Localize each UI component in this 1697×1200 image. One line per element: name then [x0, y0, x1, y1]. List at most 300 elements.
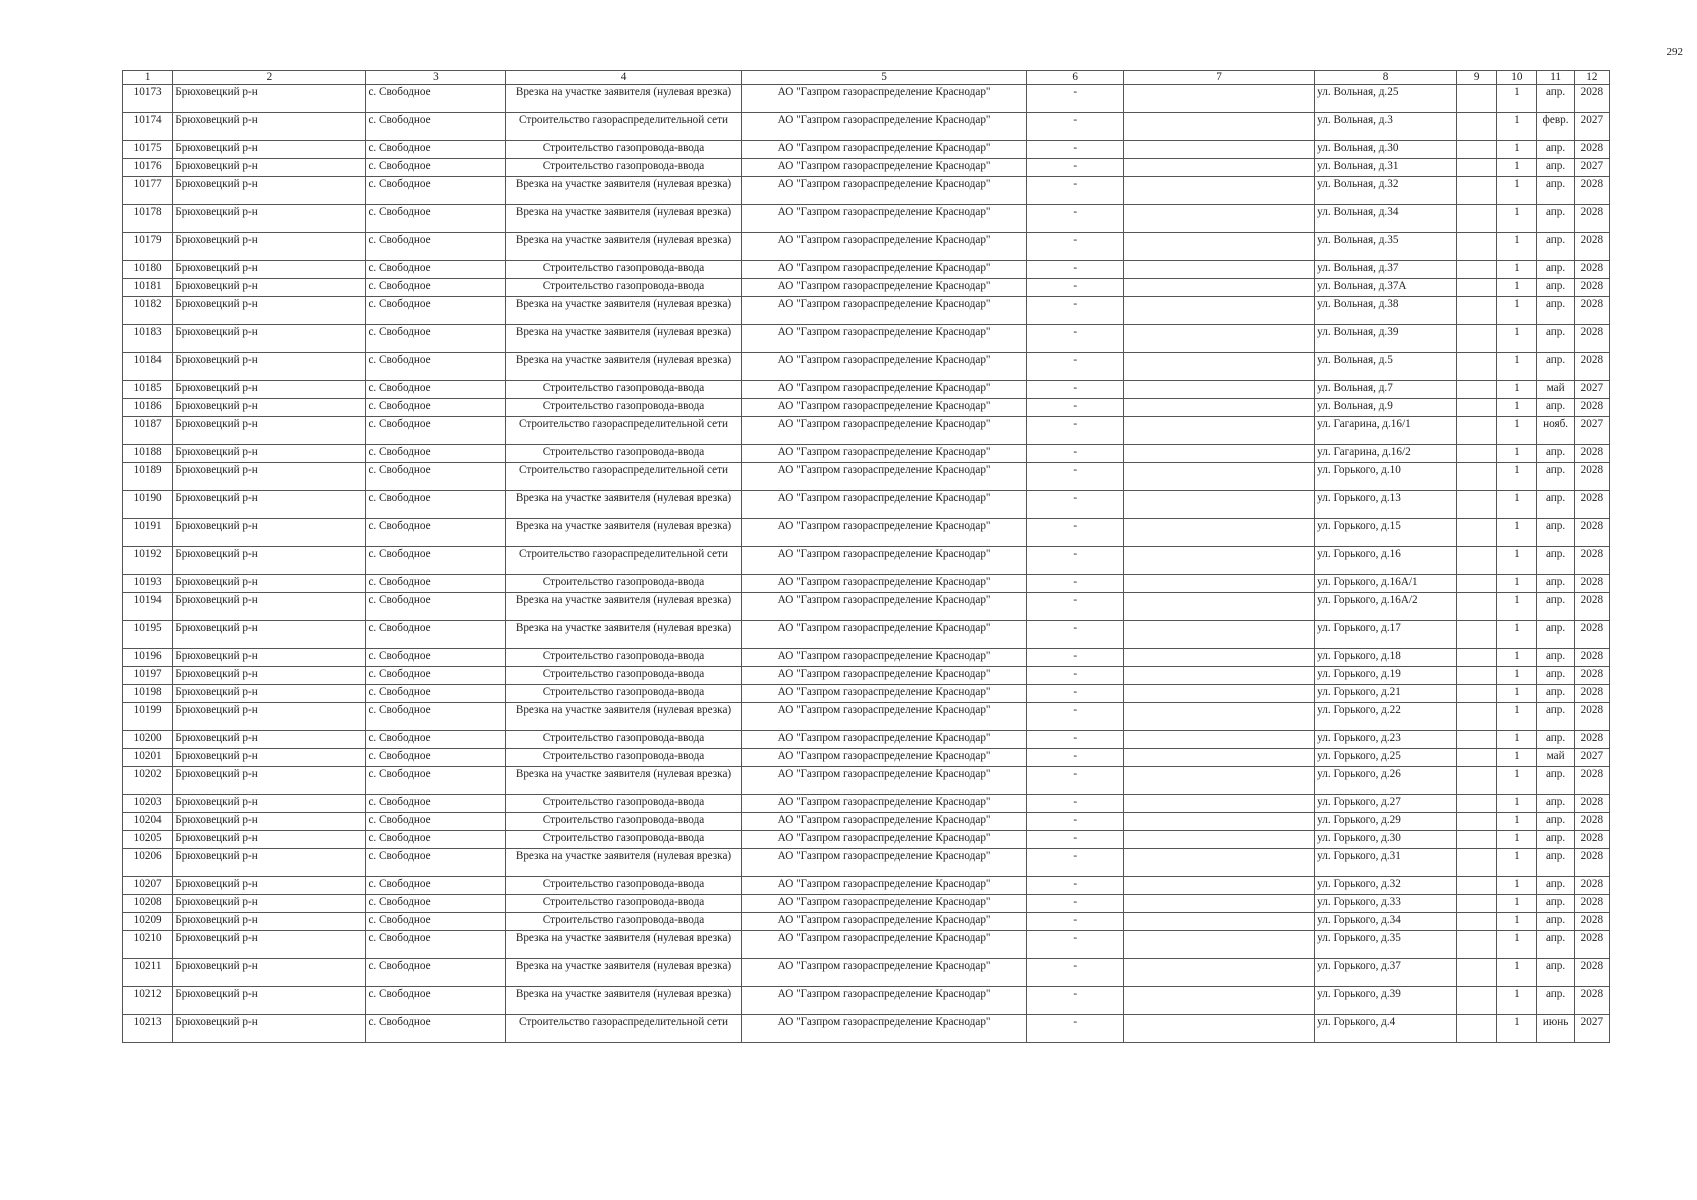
quantity-cell: 1 [1497, 877, 1537, 895]
quantity-cell: 1 [1497, 353, 1537, 381]
quantity-cell: 1 [1497, 593, 1537, 621]
settlement-cell: с. Свободное [366, 849, 506, 877]
col7-cell [1124, 767, 1315, 795]
settlement-cell: с. Свободное [366, 547, 506, 575]
work-type-cell: Врезка на участке заявителя (нулевая врезка) [506, 987, 741, 1015]
district-cell: Брюховецкий р-н [173, 685, 366, 703]
district-cell: Брюховецкий р-н [173, 667, 366, 685]
settlement-cell: с. Свободное [366, 593, 506, 621]
row-number-cell: 10197 [123, 667, 173, 685]
col6-cell: - [1027, 621, 1124, 649]
col9-cell [1457, 445, 1497, 463]
col7-cell [1124, 233, 1315, 261]
address-cell: ул. Горького, д.26 [1315, 767, 1457, 795]
quantity-cell: 1 [1497, 233, 1537, 261]
settlement-cell: с. Свободное [366, 703, 506, 731]
col6-cell: - [1027, 381, 1124, 399]
col-header-1: 1 [123, 71, 173, 85]
col6-cell: - [1027, 575, 1124, 593]
work-type-cell: Врезка на участке заявителя (нулевая врезка) [506, 325, 741, 353]
month-cell: апр. [1537, 831, 1574, 849]
col6-cell: - [1027, 113, 1124, 141]
month-cell: апр. [1537, 987, 1574, 1015]
year-cell: 2028 [1574, 547, 1609, 575]
address-cell: ул. Горького, д.31 [1315, 849, 1457, 877]
col9-cell [1457, 417, 1497, 445]
table-row [123, 649, 1610, 667]
col9-cell [1457, 547, 1497, 575]
col6-cell: - [1027, 491, 1124, 519]
col9-cell [1457, 667, 1497, 685]
col7-cell [1124, 519, 1315, 547]
row-number-cell: 10187 [123, 417, 173, 445]
year-cell: 2028 [1574, 463, 1609, 491]
district-cell: Брюховецкий р-н [173, 593, 366, 621]
district-cell: Брюховецкий р-н [173, 849, 366, 877]
row-number-cell: 10178 [123, 205, 173, 233]
organization-cell: АО "Газпром газораспределение Краснодар" [741, 279, 1027, 297]
organization-cell: АО "Газпром газораспределение Краснодар" [741, 417, 1027, 445]
col6-cell: - [1027, 353, 1124, 381]
quantity-cell: 1 [1497, 813, 1537, 831]
address-cell: ул. Вольная, д.7 [1315, 381, 1457, 399]
row-number-cell: 10177 [123, 177, 173, 205]
table-row [123, 463, 1610, 491]
quantity-cell: 1 [1497, 325, 1537, 353]
quantity-cell: 1 [1497, 417, 1537, 445]
col7-cell [1124, 987, 1315, 1015]
month-cell: апр. [1537, 205, 1574, 233]
col7-cell [1124, 159, 1315, 177]
month-cell: апр. [1537, 261, 1574, 279]
work-type-cell: Строительство газопровода-ввода [506, 445, 741, 463]
work-type-cell: Строительство газопровода-ввода [506, 279, 741, 297]
address-cell: ул. Горького, д.17 [1315, 621, 1457, 649]
month-cell: апр. [1537, 279, 1574, 297]
district-cell: Брюховецкий р-н [173, 113, 366, 141]
month-cell: апр. [1537, 913, 1574, 931]
district-cell: Брюховецкий р-н [173, 381, 366, 399]
col6-cell: - [1027, 463, 1124, 491]
organization-cell: АО "Газпром газораспределение Краснодар" [741, 959, 1027, 987]
row-number-cell: 10198 [123, 685, 173, 703]
organization-cell: АО "Газпром газораспределение Краснодар" [741, 621, 1027, 649]
col7-cell [1124, 685, 1315, 703]
organization-cell: АО "Газпром газораспределение Краснодар" [741, 491, 1027, 519]
organization-cell: АО "Газпром газораспределение Краснодар" [741, 593, 1027, 621]
col7-cell [1124, 261, 1315, 279]
table-row [123, 381, 1610, 399]
col7-cell [1124, 913, 1315, 931]
col7-cell [1124, 205, 1315, 233]
work-type-cell: Врезка на участке заявителя (нулевая врезка) [506, 177, 741, 205]
settlement-cell: с. Свободное [366, 297, 506, 325]
work-type-cell: Строительство газопровода-ввода [506, 141, 741, 159]
month-cell: апр. [1537, 849, 1574, 877]
organization-cell: АО "Газпром газораспределение Краснодар" [741, 1015, 1027, 1043]
district-cell: Брюховецкий р-н [173, 491, 366, 519]
table-row [123, 877, 1610, 895]
row-number-cell: 10199 [123, 703, 173, 731]
quantity-cell: 1 [1497, 205, 1537, 233]
col9-cell [1457, 703, 1497, 731]
row-number-cell: 10210 [123, 931, 173, 959]
month-cell: апр. [1537, 767, 1574, 795]
col9-cell [1457, 593, 1497, 621]
quantity-cell: 1 [1497, 159, 1537, 177]
col-header-2: 2 [173, 71, 366, 85]
district-cell: Брюховецкий р-н [173, 85, 366, 113]
address-cell: ул. Горького, д.27 [1315, 795, 1457, 813]
organization-cell: АО "Газпром газораспределение Краснодар" [741, 749, 1027, 767]
row-number-cell: 10204 [123, 813, 173, 831]
organization-cell: АО "Газпром газораспределение Краснодар" [741, 381, 1027, 399]
row-number-cell: 10194 [123, 593, 173, 621]
year-cell: 2028 [1574, 353, 1609, 381]
work-type-cell: Врезка на участке заявителя (нулевая врезка) [506, 849, 741, 877]
row-number-cell: 10185 [123, 381, 173, 399]
year-cell: 2028 [1574, 233, 1609, 261]
table-row [123, 205, 1610, 233]
organization-cell: АО "Газпром газораспределение Краснодар" [741, 297, 1027, 325]
district-cell: Брюховецкий р-н [173, 159, 366, 177]
quantity-cell: 1 [1497, 987, 1537, 1015]
table-row [123, 547, 1610, 575]
settlement-cell: с. Свободное [366, 141, 506, 159]
work-type-cell: Строительство газопровода-ввода [506, 575, 741, 593]
col9-cell [1457, 233, 1497, 261]
work-type-cell: Врезка на участке заявителя (нулевая врезка) [506, 519, 741, 547]
col6-cell: - [1027, 417, 1124, 445]
col9-cell [1457, 159, 1497, 177]
quantity-cell: 1 [1497, 547, 1537, 575]
month-cell: апр. [1537, 491, 1574, 519]
organization-cell: АО "Газпром газораспределение Краснодар" [741, 177, 1027, 205]
month-cell: февр. [1537, 113, 1574, 141]
col7-cell [1124, 703, 1315, 731]
settlement-cell: с. Свободное [366, 877, 506, 895]
col7-cell [1124, 353, 1315, 381]
year-cell: 2028 [1574, 703, 1609, 731]
col7-cell [1124, 831, 1315, 849]
settlement-cell: с. Свободное [366, 959, 506, 987]
organization-cell: АО "Газпром газораспределение Краснодар" [741, 987, 1027, 1015]
organization-cell: АО "Газпром газораспределение Краснодар" [741, 731, 1027, 749]
col9-cell [1457, 813, 1497, 831]
address-cell: ул. Горького, д.39 [1315, 987, 1457, 1015]
quantity-cell: 1 [1497, 731, 1537, 749]
month-cell: апр. [1537, 895, 1574, 913]
quantity-cell: 1 [1497, 703, 1537, 731]
quantity-cell: 1 [1497, 895, 1537, 913]
col6-cell: - [1027, 261, 1124, 279]
col-header-9: 9 [1457, 71, 1497, 85]
quantity-cell: 1 [1497, 931, 1537, 959]
organization-cell: АО "Газпром газораспределение Краснодар" [741, 895, 1027, 913]
year-cell: 2028 [1574, 621, 1609, 649]
work-type-cell: Строительство газопровода-ввода [506, 913, 741, 931]
month-cell: апр. [1537, 547, 1574, 575]
organization-cell: АО "Газпром газораспределение Краснодар" [741, 233, 1027, 261]
col9-cell [1457, 931, 1497, 959]
col6-cell: - [1027, 813, 1124, 831]
col9-cell [1457, 767, 1497, 795]
address-cell: ул. Горького, д.18 [1315, 649, 1457, 667]
month-cell: апр. [1537, 931, 1574, 959]
col6-cell: - [1027, 831, 1124, 849]
col-header-5: 5 [741, 71, 1027, 85]
table-row [123, 703, 1610, 731]
year-cell: 2028 [1574, 895, 1609, 913]
col7-cell [1124, 593, 1315, 621]
table-row [123, 987, 1610, 1015]
col9-cell [1457, 831, 1497, 849]
col6-cell: - [1027, 703, 1124, 731]
table-row [123, 113, 1610, 141]
col7-cell [1124, 417, 1315, 445]
col-header-8: 8 [1315, 71, 1457, 85]
table-row [123, 931, 1610, 959]
table-row [123, 445, 1610, 463]
col7-cell [1124, 649, 1315, 667]
data-table [122, 70, 1610, 1043]
col9-cell [1457, 959, 1497, 987]
settlement-cell: с. Свободное [366, 279, 506, 297]
month-cell: нояб. [1537, 417, 1574, 445]
settlement-cell: с. Свободное [366, 159, 506, 177]
work-type-cell: Строительство газопровода-ввода [506, 261, 741, 279]
work-type-cell: Строительство газораспределительной сети [506, 463, 741, 491]
organization-cell: АО "Газпром газораспределение Краснодар" [741, 685, 1027, 703]
organization-cell: АО "Газпром газораспределение Краснодар" [741, 85, 1027, 113]
quantity-cell: 1 [1497, 491, 1537, 519]
quantity-cell: 1 [1497, 685, 1537, 703]
table-row [123, 831, 1610, 849]
year-cell: 2028 [1574, 491, 1609, 519]
organization-cell: АО "Газпром газораспределение Краснодар" [741, 261, 1027, 279]
col6-cell: - [1027, 141, 1124, 159]
district-cell: Брюховецкий р-н [173, 813, 366, 831]
district-cell: Брюховецкий р-н [173, 877, 366, 895]
row-number-cell: 10202 [123, 767, 173, 795]
address-cell: ул. Вольная, д.32 [1315, 177, 1457, 205]
settlement-cell: с. Свободное [366, 417, 506, 445]
table-row [123, 749, 1610, 767]
settlement-cell: с. Свободное [366, 749, 506, 767]
table-row [123, 177, 1610, 205]
col7-cell [1124, 667, 1315, 685]
work-type-cell: Строительство газораспределительной сети [506, 547, 741, 575]
address-cell: ул. Горького, д.16А/2 [1315, 593, 1457, 621]
settlement-cell: с. Свободное [366, 931, 506, 959]
organization-cell: АО "Газпром газораспределение Краснодар" [741, 205, 1027, 233]
settlement-cell: с. Свободное [366, 519, 506, 547]
settlement-cell: с. Свободное [366, 381, 506, 399]
year-cell: 2028 [1574, 931, 1609, 959]
month-cell: апр. [1537, 325, 1574, 353]
col6-cell: - [1027, 749, 1124, 767]
quantity-cell: 1 [1497, 831, 1537, 849]
table-row [123, 159, 1610, 177]
col7-cell [1124, 463, 1315, 491]
settlement-cell: с. Свободное [366, 261, 506, 279]
settlement-cell: с. Свободное [366, 463, 506, 491]
organization-cell: АО "Газпром газораспределение Краснодар" [741, 913, 1027, 931]
month-cell: апр. [1537, 85, 1574, 113]
quantity-cell: 1 [1497, 85, 1537, 113]
table-row [123, 297, 1610, 325]
quantity-cell: 1 [1497, 649, 1537, 667]
col7-cell [1124, 491, 1315, 519]
settlement-cell: с. Свободное [366, 233, 506, 261]
month-cell: апр. [1537, 667, 1574, 685]
month-cell: апр. [1537, 877, 1574, 895]
col7-cell [1124, 959, 1315, 987]
col9-cell [1457, 325, 1497, 353]
quantity-cell: 1 [1497, 1015, 1537, 1043]
col9-cell [1457, 113, 1497, 141]
row-number-cell: 10180 [123, 261, 173, 279]
month-cell: апр. [1537, 233, 1574, 261]
district-cell: Брюховецкий р-н [173, 621, 366, 649]
work-type-cell: Врезка на участке заявителя (нулевая врезка) [506, 297, 741, 325]
table-row [123, 491, 1610, 519]
work-type-cell: Врезка на участке заявителя (нулевая врезка) [506, 233, 741, 261]
table-row [123, 279, 1610, 297]
district-cell: Брюховецкий р-н [173, 519, 366, 547]
district-cell: Брюховецкий р-н [173, 1015, 366, 1043]
address-cell: ул. Гагарина, д.16/2 [1315, 445, 1457, 463]
col6-cell: - [1027, 849, 1124, 877]
work-type-cell: Врезка на участке заявителя (нулевая врезка) [506, 959, 741, 987]
month-cell: апр. [1537, 649, 1574, 667]
month-cell: апр. [1537, 141, 1574, 159]
address-cell: ул. Вольная, д.30 [1315, 141, 1457, 159]
row-number-cell: 10212 [123, 987, 173, 1015]
year-cell: 2027 [1574, 749, 1609, 767]
address-cell: ул. Вольная, д.38 [1315, 297, 1457, 325]
col7-cell [1124, 399, 1315, 417]
organization-cell: АО "Газпром газораспределение Краснодар" [741, 353, 1027, 381]
col7-cell [1124, 795, 1315, 813]
work-type-cell: Строительство газопровода-ввода [506, 649, 741, 667]
organization-cell: АО "Газпром газораспределение Краснодар" [741, 113, 1027, 141]
address-cell: ул. Горького, д.16А/1 [1315, 575, 1457, 593]
address-cell: ул. Вольная, д.37 [1315, 261, 1457, 279]
address-cell: ул. Горького, д.33 [1315, 895, 1457, 913]
row-number-cell: 10209 [123, 913, 173, 931]
table-row [123, 621, 1610, 649]
district-cell: Брюховецкий р-н [173, 831, 366, 849]
col9-cell [1457, 987, 1497, 1015]
table-row [123, 593, 1610, 621]
month-cell: апр. [1537, 159, 1574, 177]
district-cell: Брюховецкий р-н [173, 649, 366, 667]
settlement-cell: с. Свободное [366, 325, 506, 353]
address-cell: ул. Вольная, д.3 [1315, 113, 1457, 141]
district-cell: Брюховецкий р-н [173, 895, 366, 913]
col7-cell [1124, 849, 1315, 877]
quantity-cell: 1 [1497, 399, 1537, 417]
table-row [123, 575, 1610, 593]
page-number: 292 [1666, 46, 1683, 58]
col6-cell: - [1027, 279, 1124, 297]
row-number-cell: 10196 [123, 649, 173, 667]
col9-cell [1457, 1015, 1497, 1043]
settlement-cell: с. Свободное [366, 85, 506, 113]
table-row [123, 353, 1610, 381]
row-number-cell: 10211 [123, 959, 173, 987]
organization-cell: АО "Газпром газораспределение Краснодар" [741, 813, 1027, 831]
row-number-cell: 10183 [123, 325, 173, 353]
month-cell: апр. [1537, 463, 1574, 491]
month-cell: июнь [1537, 1015, 1574, 1043]
district-cell: Брюховецкий р-н [173, 141, 366, 159]
table-row [123, 795, 1610, 813]
year-cell: 2028 [1574, 831, 1609, 849]
address-cell: ул. Гагарина, д.16/1 [1315, 417, 1457, 445]
address-cell: ул. Горького, д.34 [1315, 913, 1457, 931]
row-number-cell: 10179 [123, 233, 173, 261]
row-number-cell: 10186 [123, 399, 173, 417]
table-row [123, 731, 1610, 749]
settlement-cell: с. Свободное [366, 987, 506, 1015]
work-type-cell: Строительство газораспределительной сети [506, 417, 741, 445]
col9-cell [1457, 491, 1497, 519]
month-cell: апр. [1537, 703, 1574, 731]
table-row [123, 261, 1610, 279]
year-cell: 2028 [1574, 445, 1609, 463]
year-cell: 2028 [1574, 177, 1609, 205]
col6-cell: - [1027, 767, 1124, 795]
year-cell: 2028 [1574, 279, 1609, 297]
col6-cell: - [1027, 931, 1124, 959]
organization-cell: АО "Газпром газораспределение Краснодар" [741, 575, 1027, 593]
settlement-cell: с. Свободное [366, 831, 506, 849]
settlement-cell: с. Свободное [366, 731, 506, 749]
table-row [123, 959, 1610, 987]
year-cell: 2028 [1574, 297, 1609, 325]
organization-cell: АО "Газпром газораспределение Краснодар" [741, 159, 1027, 177]
settlement-cell: с. Свободное [366, 913, 506, 931]
address-cell: ул. Вольная, д.39 [1315, 325, 1457, 353]
table-row [123, 849, 1610, 877]
work-type-cell: Строительство газопровода-ввода [506, 685, 741, 703]
work-type-cell: Строительство газораспределительной сети [506, 1015, 741, 1043]
col9-cell [1457, 85, 1497, 113]
settlement-cell: с. Свободное [366, 445, 506, 463]
col7-cell [1124, 141, 1315, 159]
work-type-cell: Врезка на участке заявителя (нулевая врезка) [506, 767, 741, 795]
col9-cell [1457, 575, 1497, 593]
work-type-cell: Врезка на участке заявителя (нулевая врезка) [506, 621, 741, 649]
row-number-cell: 10176 [123, 159, 173, 177]
month-cell: апр. [1537, 731, 1574, 749]
address-cell: ул. Вольная, д.35 [1315, 233, 1457, 261]
year-cell: 2028 [1574, 685, 1609, 703]
year-cell: 2028 [1574, 987, 1609, 1015]
year-cell: 2028 [1574, 649, 1609, 667]
month-cell: апр. [1537, 575, 1574, 593]
quantity-cell: 1 [1497, 113, 1537, 141]
district-cell: Брюховецкий р-н [173, 795, 366, 813]
month-cell: апр. [1537, 519, 1574, 547]
work-type-cell: Строительство газопровода-ввода [506, 381, 741, 399]
district-cell: Брюховецкий р-н [173, 987, 366, 1015]
district-cell: Брюховецкий р-н [173, 325, 366, 353]
organization-cell: АО "Газпром газораспределение Краснодар" [741, 399, 1027, 417]
settlement-cell: с. Свободное [366, 113, 506, 141]
